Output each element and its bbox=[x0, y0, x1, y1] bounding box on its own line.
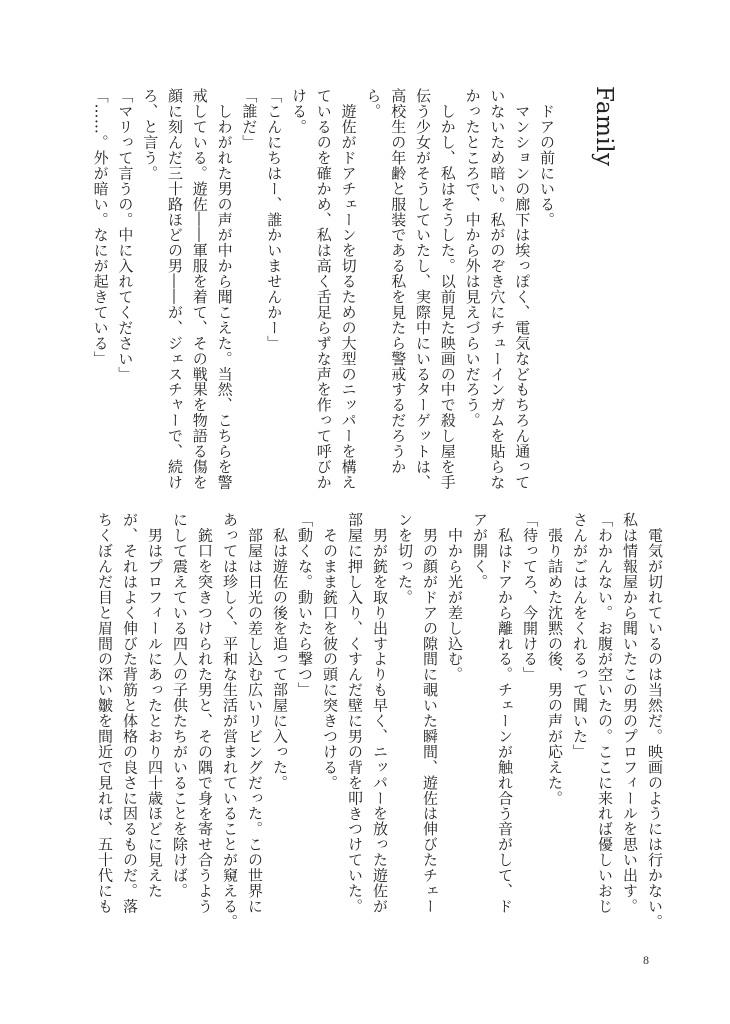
text-column: ているのを確かめ、私は高く舌足らずな声を作って呼びか bbox=[314, 88, 333, 490]
text-column: 男が銃を取り出すよりも早く、ニッパーを放った遊佐が bbox=[371, 512, 389, 914]
text-column: 「……。外が暗い。なにが起きている」 bbox=[91, 88, 110, 367]
text-column: さんがごはんをくれるって聞いた」 bbox=[571, 512, 589, 760]
text-column: 張り詰めた沈黙の後、男の声が応えた。 bbox=[546, 512, 564, 806]
text-column: 戒している。遊佐――軍服を着て、その戦果を物語る傷を bbox=[190, 88, 209, 490]
text-column: ら。 bbox=[364, 88, 383, 119]
text-column: 電気が切れているのは当然だ。映画のようには行かない。 bbox=[646, 512, 664, 930]
text-column: 男の顔がドアの隙間に覗いた瞬間、遊佐は伸びたチェー bbox=[421, 512, 439, 914]
text-column: 「わかんない。お腹が空いたの。ここに来れば優しいおじ bbox=[596, 512, 614, 914]
text-column: が、それはよく伸びた背筋と体格の良さに因るものだ。落 bbox=[121, 512, 139, 914]
text-column: 私はドアから離れる。チェーンが触れ合う音がして、ド bbox=[496, 512, 514, 914]
text-column: 遊佐がドアチェーンを切るための大型のニッパーを構え bbox=[339, 88, 358, 490]
text-column: かったところで、中から外は見えづらいだろう。 bbox=[463, 88, 482, 428]
text-column: ドアの前にいる。 bbox=[538, 88, 556, 228]
text-column: 銃口を突きつけられた男と、その隅で身を寄せ合うよう bbox=[196, 512, 214, 914]
text-column: しわがれた男の声が中から聞こえた。当然、こちらを警 bbox=[215, 88, 234, 490]
text-column: 伝う少女がそうしていたし、実際中にいるターゲットは、 bbox=[414, 88, 432, 490]
text-column: ろ、と言う。 bbox=[141, 88, 160, 181]
text-column: しかし、私はそうした。以前見た映画の中で殺し屋を手 bbox=[438, 88, 457, 490]
text-column: ちくぼんだ目と眉間の深い皺を間近で見れば、五十代にも bbox=[96, 512, 114, 914]
text-column: 「マリって言うの。中に入れてください」 bbox=[116, 88, 135, 382]
text-column: そのまま銃口を彼の頭に突きつける。 bbox=[321, 512, 339, 791]
text-column: あっては珍しく、平和な生活が営まれていることが窺える。 bbox=[221, 512, 239, 930]
text-column: 部屋に押し入り、くすんだ壁に男の背を叩きつけていた。 bbox=[346, 512, 364, 914]
text-column: アが開く。 bbox=[471, 512, 489, 590]
text-column: 「誰だ」 bbox=[240, 88, 259, 150]
text-column: 顔に刻んだ三十路ほどの男――が、ジェスチャーで、続け bbox=[166, 88, 184, 490]
text-column: 中から光が差し込む。 bbox=[446, 512, 464, 682]
text-column: 「こんにちはー、誰かいませんかー」 bbox=[265, 88, 284, 351]
text-column: 男はプロフィールにあったとおり四十歳ほどに見えた bbox=[146, 512, 164, 899]
text-column: 私は遊佐の後を追って部屋に入った。 bbox=[271, 512, 289, 791]
text-column: ンを切った。 bbox=[396, 512, 414, 605]
text-column: 部屋は日光の差し込む広いリビングだった。この世界に bbox=[246, 512, 264, 914]
page-number: 8 bbox=[643, 953, 649, 967]
text-column: にして震えている四人の子供たちがいることを除けば。 bbox=[171, 512, 189, 899]
text-column: 「待ってろ、今開ける」 bbox=[521, 512, 539, 682]
page-title: Family bbox=[591, 86, 617, 167]
text-column: いないため暗い。私がのぞき穴にチューインガムを貼らな bbox=[488, 88, 507, 490]
text-column: 高校生の年齢と服装である私を見たら警戒するだろうか bbox=[389, 88, 408, 475]
text-column: 私は情報屋から聞いたこの男のプロフィールを思い出す。 bbox=[621, 512, 639, 914]
text-column: ける。 bbox=[290, 88, 308, 135]
text-column: 「動くな。動いたら撃つ」 bbox=[296, 512, 314, 698]
text-column: マンションの廊下は埃っぽく、電気などもちろん通って bbox=[513, 88, 532, 490]
